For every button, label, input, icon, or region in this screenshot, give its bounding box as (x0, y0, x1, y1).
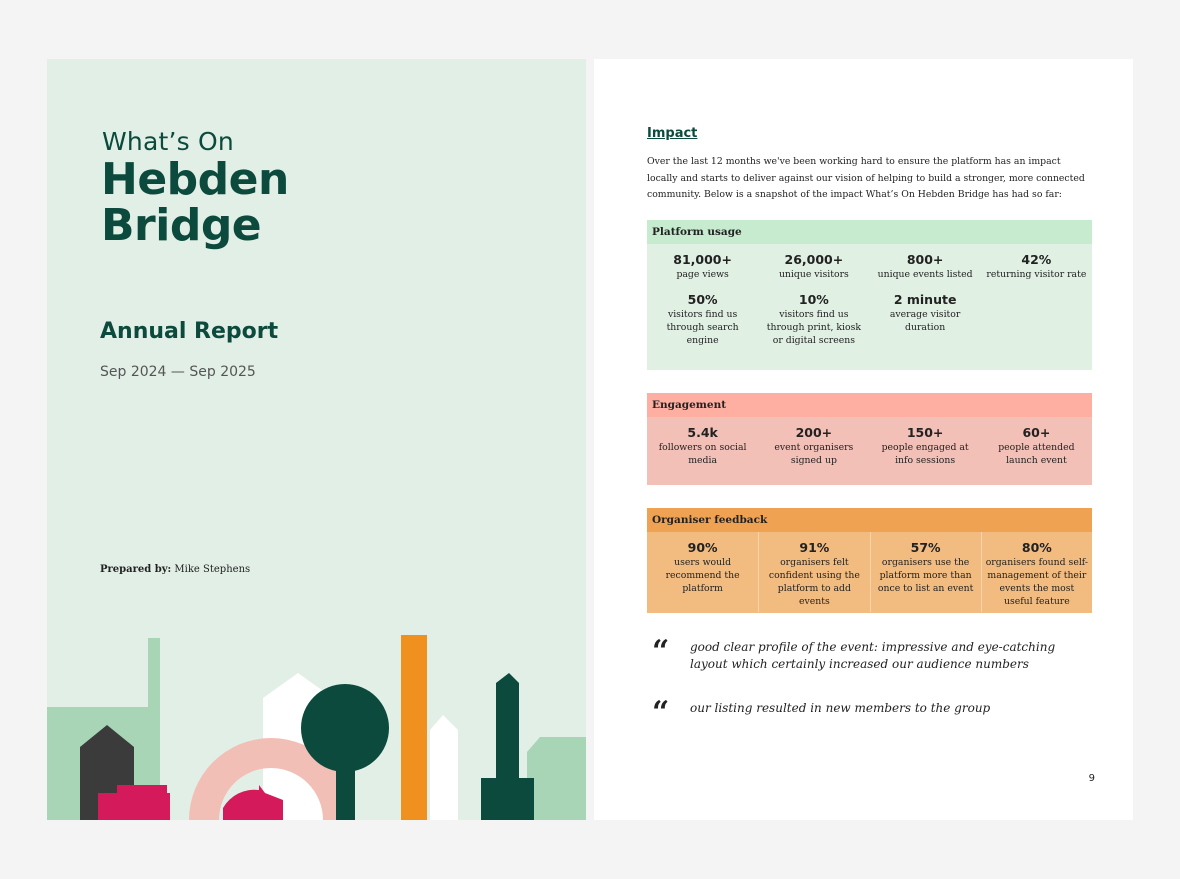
prepared-name: Mike Stephens (174, 564, 251, 575)
section-title: Organiser feedback (647, 508, 1092, 532)
stat-value: 2 minute (893, 292, 957, 307)
stat-label: page views (676, 269, 729, 280)
platform-usage-box (647, 220, 1092, 370)
cover-kicker: What’s On (102, 127, 234, 156)
cover-title (101, 154, 289, 251)
section-title: Platform usage (647, 220, 1092, 244)
stat-cell (647, 532, 758, 612)
stat-cell (758, 285, 869, 351)
stat-value: 81,000+ (673, 252, 732, 267)
stat-label: unique visitors (778, 269, 849, 280)
stat-label: visitors find us through search engine (666, 309, 739, 346)
stat-cell (981, 417, 1092, 471)
stat-value: 91% (799, 540, 830, 555)
quote-text: good clear profile of the event: impressive and eye-catching layout which certainly increased our audience numbers (690, 640, 1056, 671)
stat-value: 90% (687, 540, 718, 555)
testimonial-quote (652, 695, 1092, 730)
report-title: Annual Report (100, 319, 279, 344)
stat-cell (647, 244, 758, 285)
stat-label: unique events listed (877, 269, 973, 280)
stats-grid (647, 417, 1092, 471)
cover-page (47, 59, 586, 820)
stat-value: 150+ (906, 425, 944, 440)
stat-label: users would recommend the platform (665, 557, 740, 594)
stat-value: 50% (687, 292, 718, 307)
stat-cell (870, 532, 981, 612)
stat-label: organisers found self-management of their events the most useful feature (985, 557, 1089, 607)
impact-intro: Over the last 12 months we've been working hard to ensure the platform has an impact locally and starts to deliver against our vision of helping to build a stronger, more connected community. Below is a snapshot of the impact What’s On Hebden Bridge has had so far: (647, 156, 1085, 200)
stat-label: people engaged at info sessions (881, 442, 969, 466)
stat-label: returning visitor rate (986, 269, 1087, 280)
stat-value: 60+ (1022, 425, 1051, 440)
stat-label: average visitor duration (889, 309, 961, 333)
prepared-by (100, 564, 250, 575)
stat-value: 10% (798, 292, 829, 307)
stat-value: 800+ (906, 252, 944, 267)
prepared-label: Prepared by: (100, 564, 172, 575)
stat-value: 80% (1021, 540, 1052, 555)
stat-value: 5.4k (687, 425, 718, 440)
stat-label: visitors find us through print, kiosk or digital screens (766, 309, 861, 346)
stats-grid (647, 532, 1092, 612)
cover-title-line2: Bridge (101, 200, 262, 251)
impact-heading: Impact (647, 126, 698, 141)
stat-cell (758, 532, 869, 612)
stat-label: people attended launch event (998, 442, 1075, 466)
organiser-feedback-box (647, 508, 1092, 613)
page-number: 9 (1088, 773, 1095, 784)
section-title: Engagement (647, 393, 1092, 417)
stat-cell (870, 244, 981, 285)
stat-cell (647, 285, 758, 351)
stat-value: 26,000+ (784, 252, 844, 267)
town-skyline-illustration (47, 630, 586, 820)
quote-text: our listing resulted in new members to the group (690, 701, 991, 715)
stat-cell (647, 417, 758, 471)
stat-label: organisers felt confident using the platform to add events (768, 557, 860, 607)
stat-cell (981, 244, 1092, 285)
stat-label: organisers use the platform more than once to list an event (877, 557, 974, 594)
cover-title-line1: Hebden (101, 154, 289, 205)
stat-value: 42% (1021, 252, 1052, 267)
testimonial-quote (652, 634, 1092, 673)
stat-value: 200+ (795, 425, 833, 440)
quote-mark-icon: “ (652, 634, 670, 669)
stat-cell (870, 417, 981, 471)
date-range: Sep 2024 — Sep 2025 (100, 364, 256, 380)
stat-cell (758, 244, 869, 285)
stat-label: event organisers signed up (774, 442, 854, 466)
stat-label: followers on social media (658, 442, 747, 466)
stat-cell (870, 285, 981, 351)
stat-cell (758, 417, 869, 471)
stat-cell (981, 532, 1092, 612)
quote-mark-icon: “ (652, 695, 670, 730)
impact-page (594, 59, 1133, 820)
stat-value: 57% (910, 540, 941, 555)
engagement-box (647, 393, 1092, 485)
stats-grid (647, 244, 1092, 351)
